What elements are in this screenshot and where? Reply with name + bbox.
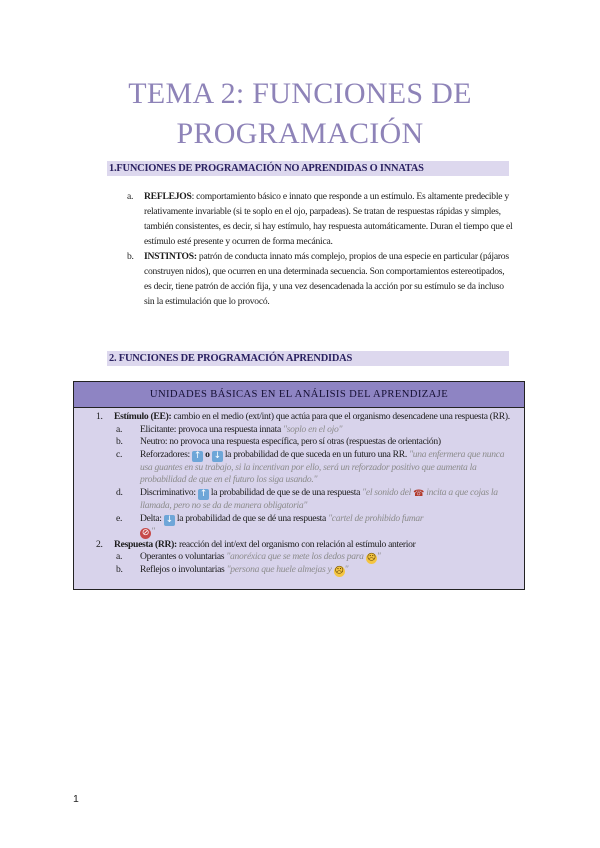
- box-header: UNIDADES BÁSICAS EN EL ANÁLISIS DEL APRENDIZAJE: [74, 382, 524, 408]
- delta-example: "cartel de prohibido fumar: [328, 512, 424, 524]
- instincts-definition: patrón de conducta innato más complejo, propios de una especie en particular (pájaros construyen nidos), que ocurren en una determinada secuencia. Son comportamientos estereotipados, es decir, tiene patrón de acción fija, y una vez desencadenada la acción por su estímulo se da incluso sin la estimulación que lo provocó.: [144, 251, 509, 307]
- box-body: [74, 408, 524, 577]
- page-title: [0, 74, 600, 154]
- innate-functions-list: [116, 189, 513, 309]
- up-arrow-icon: ↑: [199, 488, 207, 499]
- discriminativo-example-post: incita a que cojas la llamada, pero no se da de manera obligatoria": [140, 486, 498, 511]
- list-marker: 2.: [96, 538, 103, 550]
- sub-item-operantes: a. Operantes o voluntarias "anoréxica que se mete los dedos para ☹": [116, 551, 381, 564]
- operantes-example: "anoréxica que se mete los dedos para: [226, 551, 364, 563]
- learning-units-box: [73, 381, 525, 590]
- reflejos-example: "persona que huele almejas y: [226, 564, 332, 576]
- delta-text-post: la probabilidad de que se dé una respuesta: [174, 512, 329, 524]
- sub-item-discriminativo: [92, 487, 514, 513]
- list-item-reflexes: [116, 189, 513, 249]
- response-definition: reacción del int/ext del organismo con relación al estímulo anterior: [176, 538, 416, 550]
- sub-marker: a.: [116, 551, 123, 563]
- nauseated-face-icon: ☹: [366, 553, 376, 564]
- term-response: Respuesta (RR):: [114, 538, 177, 550]
- list-marker: b.: [127, 251, 134, 262]
- section-heading-innate: 1.FUNCIONES DE PROGRAMACIÓN NO APRENDIDAS O INNATAS: [107, 161, 509, 176]
- elicitante-example: "soplo en el ojo": [283, 423, 343, 435]
- reforzadores-example: "una enfermera que nunca usa guantes en su trabajo, si la incentivan por ello, será un reforzador positivo que aumenta la probabilidad de que en el futuro los siga usando.": [140, 448, 505, 486]
- sub-item-reforzadores: [92, 449, 514, 487]
- sub-marker: b.: [116, 436, 123, 448]
- reflexes-definition: : comportamiento básico e innato que responde a un estímulo. Es altamente predecible y relativamente invariable (si te soplo en el ojo, parpadeas). Se tratan de respuestas rápidas y simples, también consistentes, es decir, si hay estímulo, hay respuesta automáticamente. Duran el tiempo que el estímulo esté presente y ocurren de forma mecánica.: [144, 191, 513, 247]
- title-line-1: TEMA 2: FUNCIONES DE: [128, 77, 472, 110]
- sub-marker: b.: [116, 564, 123, 576]
- elicitante-text: Elicitante: provoca una respuesta innata: [140, 423, 284, 435]
- list-item-response: [92, 539, 514, 552]
- operantes-text: Operantes o voluntarias: [140, 551, 227, 563]
- sub-item-reflejos: b. Reflejos o involuntarias "persona que huele almejas y ☹": [116, 564, 349, 577]
- sub-marker: e.: [116, 512, 123, 524]
- down-arrow-icon: ↓: [165, 514, 173, 525]
- neutro-text: Neutro: no provoca una respuesta específica, pero sí otras (respuestas de orientación): [140, 436, 441, 448]
- stimulus-definition: cambio en el medio (ext/int) que actúa para que el organismo desencadene una respuesta (RR).: [171, 411, 510, 422]
- reforzadores-text-post: la probabilidad de que suceda en un futuro una RR.: [222, 448, 410, 460]
- title-line-2: PROGRAMACIÓN: [176, 117, 424, 150]
- list-item-stimulus: [92, 411, 514, 424]
- delta-text: Delta:: [140, 512, 164, 524]
- sub-marker: d.: [116, 486, 123, 498]
- telephone-icon: ☎: [413, 488, 425, 499]
- sub-item-neutro: [92, 436, 514, 449]
- reforzadores-text: Reforzadores:: [140, 448, 193, 460]
- discriminativo-text: Discriminativo:: [140, 486, 198, 498]
- term-stimulus: Estímulo (EE):: [114, 411, 172, 422]
- list-marker: 1.: [96, 411, 103, 422]
- sub-item-delta: e. Delta: ↓ la probabilidad de que se dé una respuesta "cartel de prohibido fumar ⊘ ": [116, 512, 424, 538]
- down-arrow-icon: ↓: [213, 450, 221, 461]
- discriminativo-example-pre: "el sonido del: [362, 486, 414, 498]
- term-reflexes: REFLEJOS: [144, 191, 192, 202]
- sub-marker: a.: [116, 423, 123, 435]
- list-marker: a.: [127, 191, 134, 202]
- no-smoking-icon: ⊘: [141, 527, 150, 538]
- reflejos-text: Reflejos o involuntarias: [140, 564, 227, 576]
- sub-item-elicitante: [92, 424, 514, 437]
- term-instincts: INSTINTOS:: [144, 251, 197, 262]
- up-arrow-icon: ↑: [193, 450, 202, 461]
- connector-o: o: [203, 448, 212, 460]
- discriminativo-text-post: la probabilidad de que se de una respuesta: [208, 486, 363, 498]
- nauseated-face-icon: ☹: [334, 566, 344, 577]
- sub-marker: c.: [116, 448, 123, 460]
- page-number: 1: [73, 793, 79, 805]
- list-item-instincts: [116, 249, 513, 309]
- section-heading-learned: 2. FUNCIONES DE PROGRAMACIÓN APRENDIDAS: [107, 351, 509, 366]
